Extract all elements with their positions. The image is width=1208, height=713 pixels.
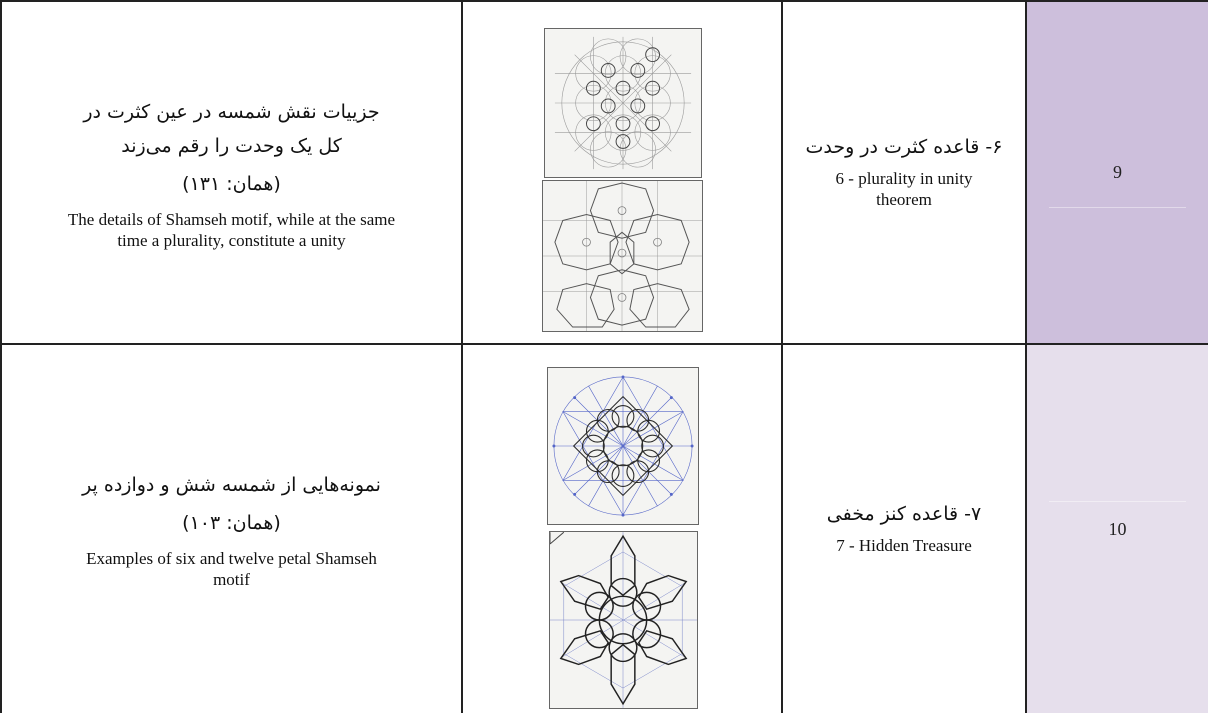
row-10-number-cell	[1027, 345, 1208, 713]
row-10-description-cell	[2, 345, 461, 713]
row-10-images-cell	[463, 345, 781, 713]
table-border-left	[0, 0, 2, 713]
row-10-description-fa: نمونه‌هایی از شمسه شش و دوازده پر	[82, 474, 381, 496]
row-10-number-rule	[1049, 501, 1186, 502]
row-9-rule-en: 6 - plurality in unity theorem	[835, 168, 973, 209]
row-9-rule-cell	[783, 2, 1025, 343]
table-column-divider-1	[461, 0, 463, 713]
row-9-images-cell	[463, 2, 781, 343]
row-10-rule-cell	[783, 345, 1025, 713]
row-10-number: 10	[1108, 518, 1127, 539]
row-10-description-en: Examples of six and twelve petal Shamseh motif	[86, 549, 377, 589]
octagon-tessellation-sketch-icon	[542, 180, 703, 332]
row-9-number-rule	[1049, 207, 1186, 208]
six-petal-shamseh-sketch-icon	[549, 531, 698, 709]
circle-grid-sketch-icon	[544, 28, 702, 178]
octagon-tessellation-sketch-svg	[543, 181, 702, 331]
twelve-petal-shamseh-sketch-svg	[548, 368, 698, 524]
row-10-description-reference: (همان: ۱۰۳)	[182, 512, 281, 534]
row-9-description-en: The details of Shamseh motif, while at the same time a plurality, constitute a unity	[67, 209, 396, 250]
row-9-description-cell	[2, 2, 461, 343]
table-column-divider-3	[1025, 0, 1027, 713]
row-9-description-fa: جزییات نقش شمسه در عین کثرت در کل یک وحدت را رقم می‌زند	[83, 100, 380, 157]
row-10-rule-fa: ۷- قاعده کنز مخفی	[826, 502, 982, 525]
six-petal-shamseh-sketch-svg	[550, 532, 697, 708]
row-9-rule-fa: ۶- قاعده کثرت در وحدت	[805, 135, 1003, 158]
row-10-rule-en: 7 - Hidden Treasure	[836, 535, 972, 555]
row-9-description-reference: (همان: ۱۳۱)	[182, 172, 281, 195]
table-column-divider-2	[781, 0, 783, 713]
row-9-number: 9	[1113, 162, 1122, 182]
row-9-number-cell	[1027, 2, 1208, 343]
twelve-petal-shamseh-sketch-icon	[547, 367, 699, 525]
circle-grid-sketch-svg	[545, 29, 701, 177]
